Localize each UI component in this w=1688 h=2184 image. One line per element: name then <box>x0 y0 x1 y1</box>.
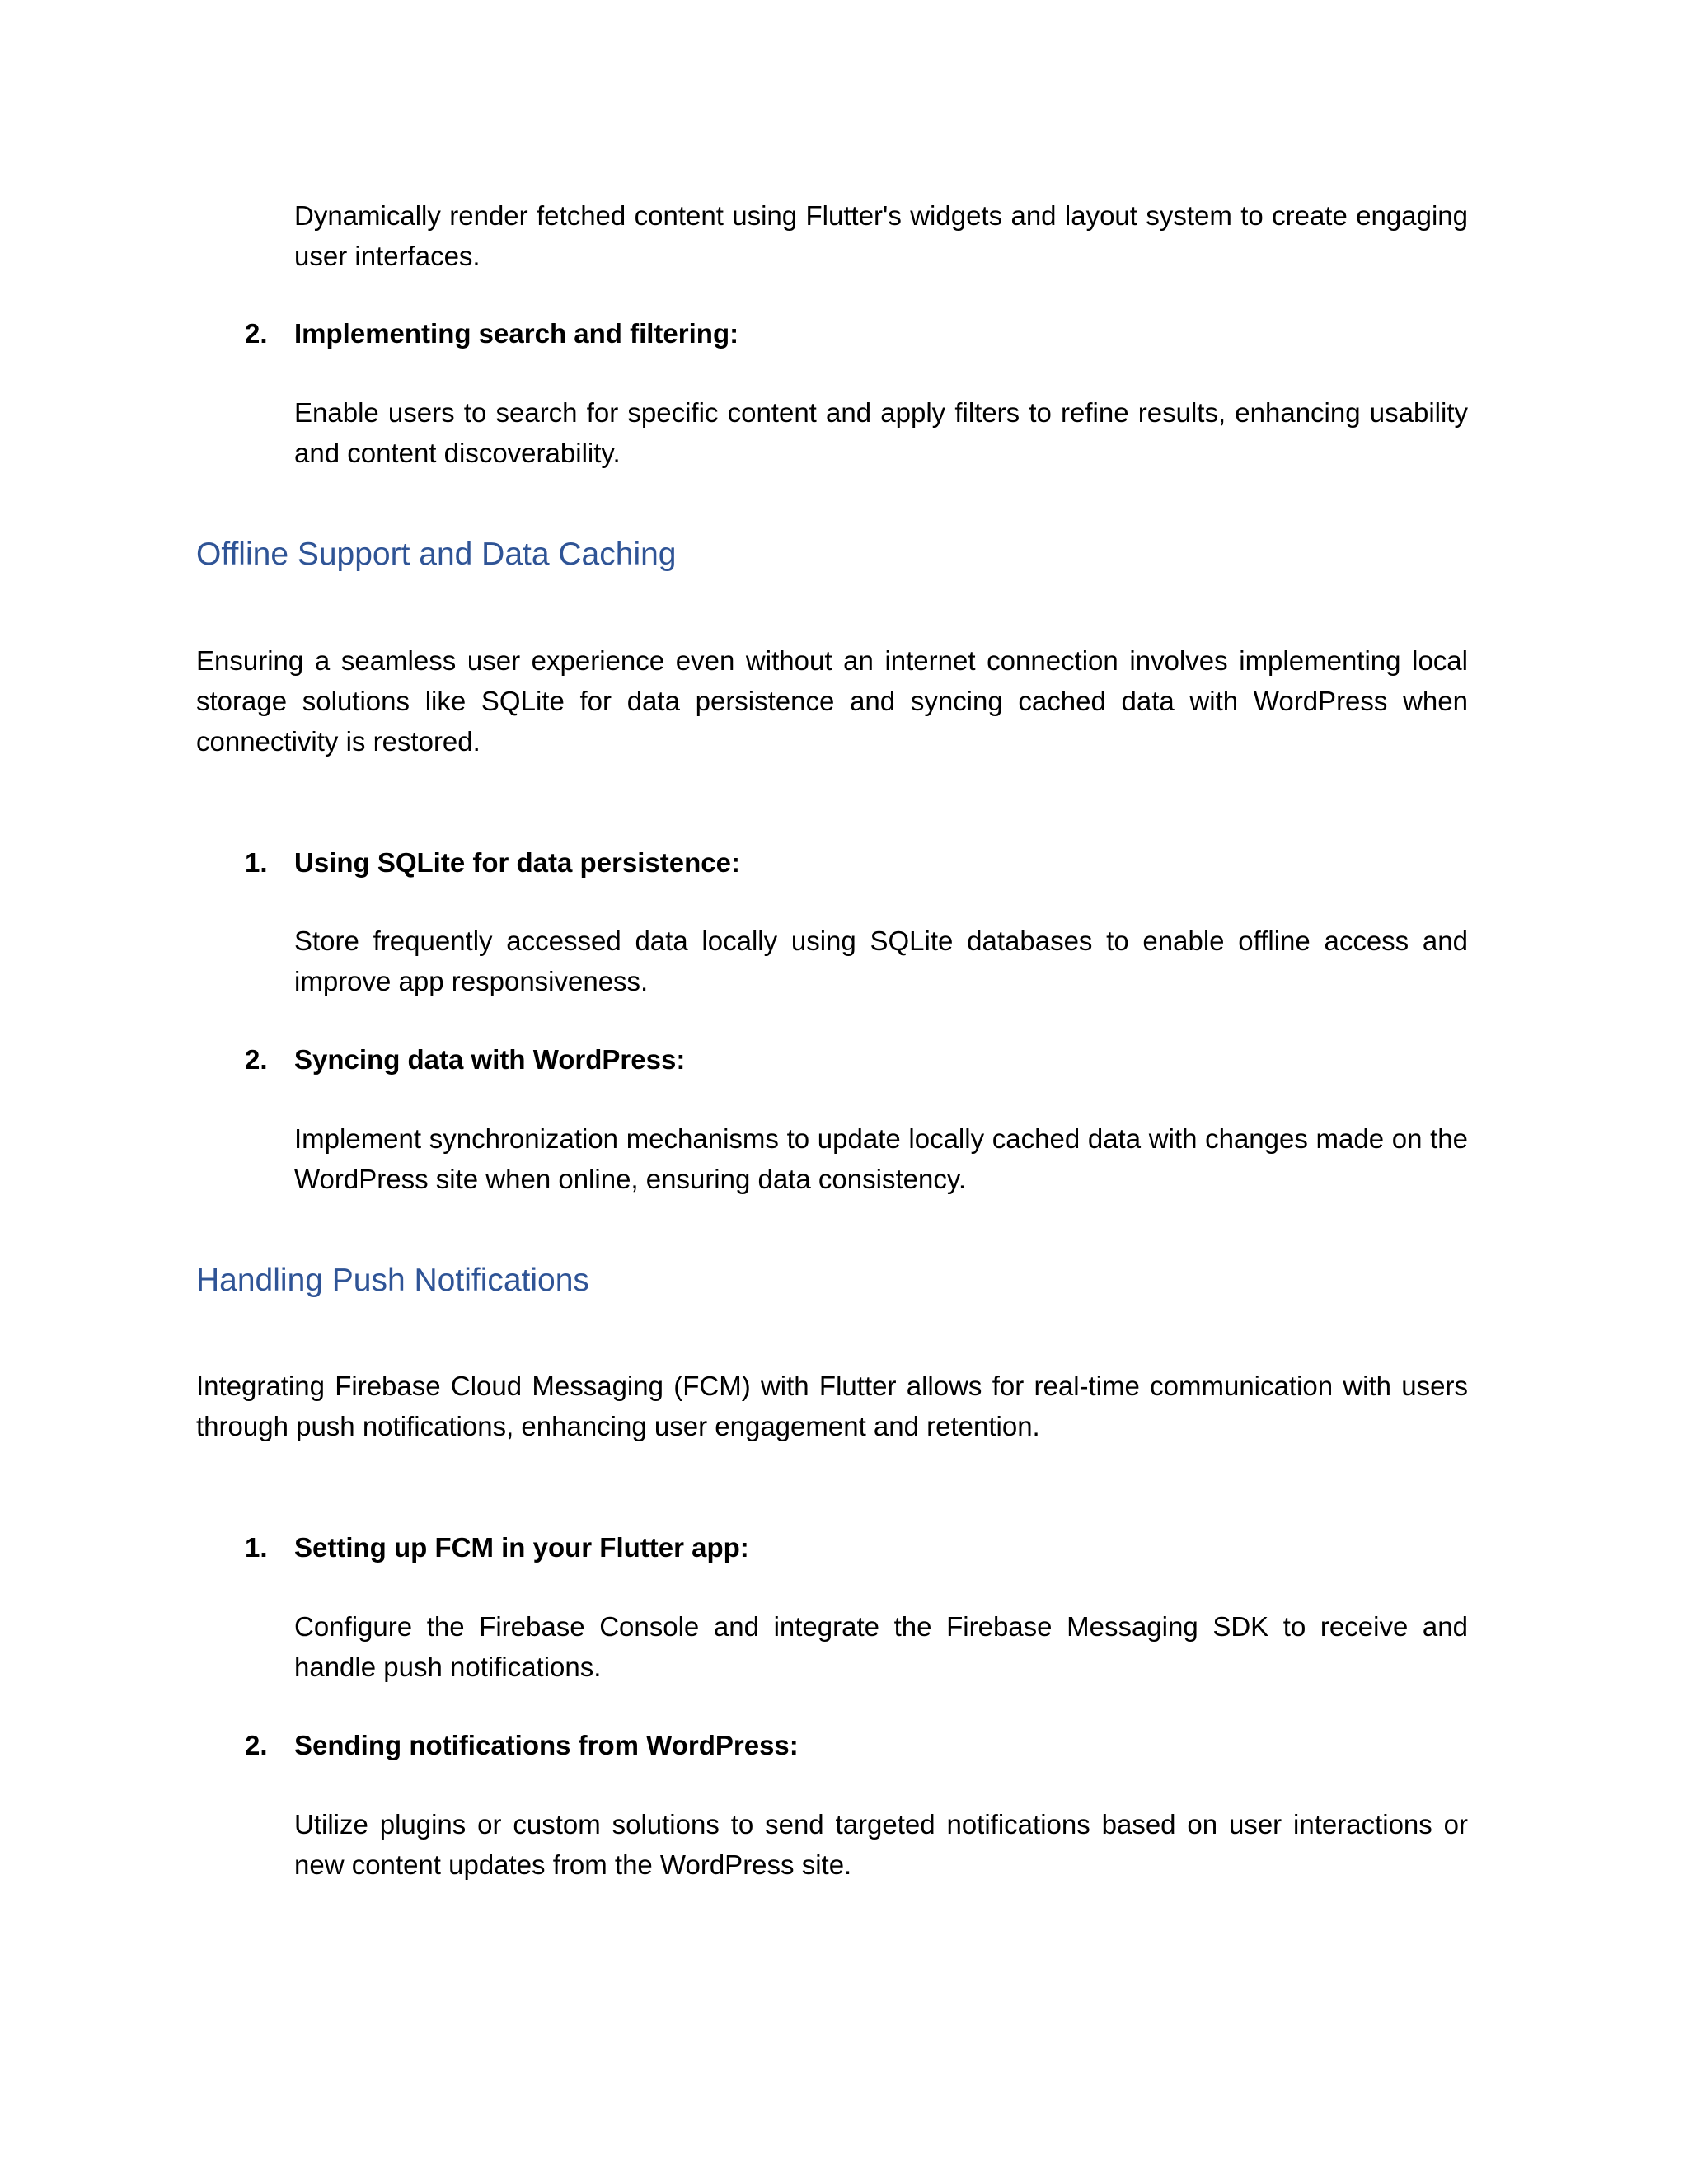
list-number: 2. <box>245 1730 268 1760</box>
list-item-text-setup-fcm: Configure the Firebase Console and integrate the Firebase Messaging SDK to receive and handle push notifications. <box>294 1611 1468 1682</box>
list-number: 1. <box>245 847 268 878</box>
list-item-title-search-filtering: Implementing search and filtering: <box>294 318 739 349</box>
list-number: 2. <box>245 318 268 349</box>
list-item-title-sending-notifications: Sending notifications from WordPress: <box>294 1730 799 1760</box>
list-item-text-sending-notifications: Utilize plugins or custom solutions to send targeted notifications based on user interactions or new content updates from the WordPress site. <box>294 1809 1468 1880</box>
intro-paragraph: Dynamically render fetched content using Flutter's widgets and layout system to create engaging user interfaces. <box>294 200 1468 271</box>
list-item-text-search-filtering: Enable users to search for specific content and apply filters to refine results, enhancing usability and content discoverability. <box>294 397 1468 468</box>
list-number: 2. <box>245 1044 268 1075</box>
list-item-title-setup-fcm: Setting up FCM in your Flutter app: <box>294 1532 749 1563</box>
section-paragraph-push-notifications: Integrating Firebase Cloud Messaging (FCM) with Flutter allows for real-time communication with users through push notifications, enhancing user engagement and retention. <box>196 1371 1468 1441</box>
list-item-text-sqlite: Store frequently accessed data locally using SQLite databases to enable offline access and improve app responsiveness. <box>294 926 1468 996</box>
section-paragraph-offline-support: Ensuring a seamless user experience even without an internet connection involves implementing local storage solutions like SQLite for data persistence and syncing cached data with WordPress when connectivity is restored. <box>196 645 1468 757</box>
list-item-title-sqlite: Using SQLite for data persistence: <box>294 847 740 878</box>
list-item-title-syncing: Syncing data with WordPress: <box>294 1044 686 1075</box>
section-heading-push-notifications: Handling Push Notifications <box>196 1263 589 1298</box>
list-number: 1. <box>245 1532 268 1563</box>
list-item-text-syncing: Implement synchronization mechanisms to update locally cached data with changes made on the WordPress site when online, ensuring data consistency. <box>294 1123 1468 1194</box>
section-heading-offline-support: Offline Support and Data Caching <box>196 537 677 572</box>
